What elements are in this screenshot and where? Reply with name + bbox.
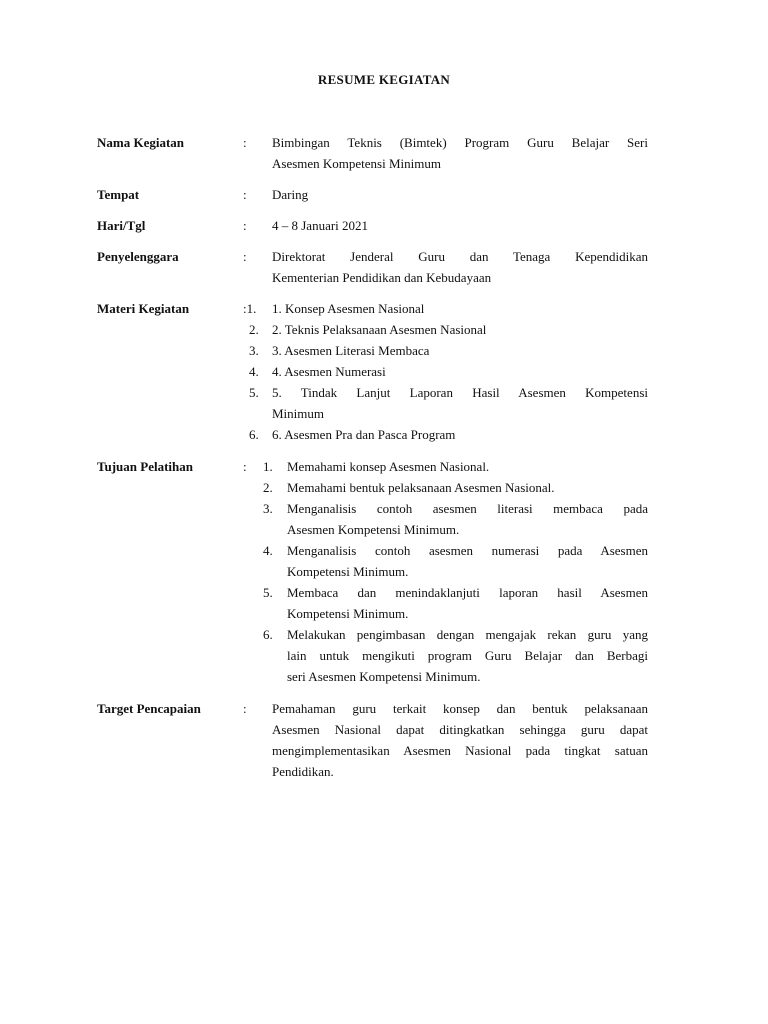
tujuan-list bbox=[0, 456, 768, 687]
list-text: 3. Asesmen Literasi Membaca bbox=[272, 343, 430, 358]
list-number: 3. bbox=[249, 343, 259, 358]
colon: : bbox=[243, 187, 247, 202]
list-text: seri Asesmen Kompetensi Minimum. bbox=[287, 669, 481, 684]
value-line: mengimplementasikan Asesmen Nasional pada tingkat satuan bbox=[272, 743, 648, 758]
materi-list bbox=[0, 298, 768, 445]
label-nama-kegiatan: Nama Kegiatan bbox=[97, 135, 185, 150]
value-nama-kegiatan bbox=[272, 132, 648, 174]
list-text: 1. Konsep Asesmen Nasional bbox=[272, 301, 425, 316]
list-item bbox=[0, 456, 768, 477]
list-text: Menganalisis contoh asesmen numerasi pada Asesmen bbox=[287, 543, 648, 558]
value-line: Direktorat Jenderal Guru dan Tenaga Kependidikan bbox=[272, 249, 648, 264]
list-number: 1. bbox=[263, 459, 273, 474]
list-text: Menganalisis contoh asesmen literasi membaca pada bbox=[287, 501, 648, 516]
list-text: 4. Asesmen Numerasi bbox=[272, 364, 386, 379]
list-text-wrap bbox=[287, 498, 648, 540]
document-title: RESUME KEGIATAN bbox=[317, 72, 451, 87]
list-text: Kompetensi Minimum. bbox=[287, 606, 409, 621]
list-text-wrap bbox=[287, 624, 648, 687]
label-penyelenggara: Penyelenggara bbox=[97, 249, 179, 264]
value-line: Pemahaman guru terkait konsep dan bentuk pelaksanaan bbox=[272, 701, 648, 716]
list-text-continued: Minimum bbox=[272, 406, 325, 421]
list-item bbox=[0, 298, 768, 319]
list-text-wrap bbox=[272, 382, 648, 424]
list-text: lain untuk mengikuti program Guru Belajar dan Berbagi bbox=[287, 648, 648, 663]
label-tujuan-pelatihan: Tujuan Pelatihan bbox=[97, 459, 193, 474]
colon: : bbox=[243, 701, 247, 716]
value-line: Kementerian Pendidikan dan Kebudayaan bbox=[272, 270, 492, 285]
list-item bbox=[0, 582, 768, 624]
list-item bbox=[0, 361, 768, 382]
list-item bbox=[0, 624, 768, 687]
colon: : bbox=[243, 249, 247, 264]
list-item bbox=[0, 382, 768, 424]
list-text: 6. Asesmen Pra dan Pasca Program bbox=[272, 427, 456, 442]
list-number: 5. bbox=[249, 385, 259, 400]
label-materi-kegiatan: Materi Kegiatan bbox=[97, 301, 190, 316]
list-text-wrap bbox=[287, 582, 648, 624]
value-tempat: Daring bbox=[272, 187, 309, 202]
value-line: Asesmen Nasional dapat ditingkatkan sehingga guru dapat bbox=[272, 722, 648, 737]
list-item bbox=[0, 498, 768, 540]
label-tempat: Tempat bbox=[97, 187, 140, 202]
list-text: 5. Tindak Lanjut Laporan Hasil Asesmen Kompetensi bbox=[272, 385, 648, 400]
list-text-wrap bbox=[287, 540, 648, 582]
list-text: 2. Teknis Pelaksanaan Asesmen Nasional bbox=[272, 322, 487, 337]
colon: : bbox=[243, 135, 247, 150]
list-item bbox=[0, 540, 768, 582]
colon: : bbox=[243, 459, 247, 474]
label-hari-tgl: Hari/Tgl bbox=[97, 218, 146, 233]
list-text: Melakukan pengimbasan dengan mengajak rekan guru yang bbox=[287, 627, 648, 642]
list-number: 5. bbox=[263, 585, 273, 600]
value-hari-tgl: 4 – 8 Januari 2021 bbox=[272, 218, 369, 233]
list-item bbox=[0, 424, 768, 445]
list-number: 6. bbox=[263, 627, 273, 642]
list-number: :1. bbox=[243, 301, 257, 316]
value-penyelenggara bbox=[272, 246, 648, 288]
list-item bbox=[0, 319, 768, 340]
list-text: Kompetensi Minimum. bbox=[287, 564, 409, 579]
list-item bbox=[0, 477, 768, 498]
list-number: 4. bbox=[263, 543, 273, 558]
list-text: Memahami konsep Asesmen Nasional. bbox=[287, 459, 490, 474]
label-target-pencapaian: Target Pencapaian bbox=[97, 701, 201, 716]
list-item bbox=[0, 340, 768, 361]
list-number: 3. bbox=[263, 501, 273, 516]
value-line: Asesmen Kompetensi Minimum bbox=[272, 156, 441, 171]
list-text: Membaca dan menindaklanjuti laporan hasil Asesmen bbox=[287, 585, 648, 600]
value-line: Pendidikan. bbox=[272, 764, 334, 779]
colon: : bbox=[243, 218, 247, 233]
list-number: 4. bbox=[249, 364, 259, 379]
list-number: 6. bbox=[249, 427, 259, 442]
list-text: Memahami bentuk pelaksanaan Asesmen Nasional. bbox=[287, 480, 555, 495]
value-target-pencapaian bbox=[272, 698, 648, 782]
list-number: 2. bbox=[249, 322, 259, 337]
list-number: 2. bbox=[263, 480, 273, 495]
list-text: Asesmen Kompetensi Minimum. bbox=[287, 522, 460, 537]
value-line: Bimbingan Teknis (Bimtek) Program Guru Belajar Seri bbox=[272, 135, 648, 150]
